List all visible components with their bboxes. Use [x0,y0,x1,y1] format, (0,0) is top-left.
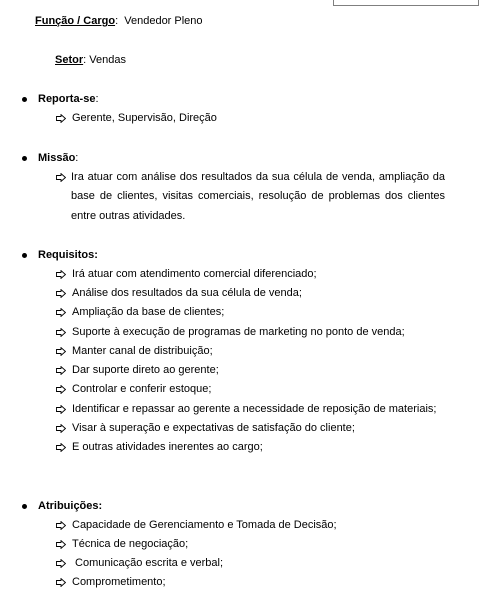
requisito-item: Controlar e conferir estoque; [72,383,212,395]
reporta-heading [38,92,99,106]
funcao-sep: : [115,15,119,27]
missao-title: Missão [38,152,76,164]
requisito-item: Irá atuar com atendimento comercial diferenciado; [72,268,317,280]
atribuicoes-title: Atribuições: [38,500,103,512]
arrow-right-icon [56,114,66,123]
arrow-right-icon [56,347,66,356]
reporta-title: Reporta-se [38,93,96,105]
missao-line: Ira atuar com análise dos resultados da sua célula de venda, ampliação da [71,171,445,183]
arrow-right-icon [56,540,66,549]
setor-label: Setor [55,54,84,66]
requisito-item: Suporte à execução de programas de marketing no ponto de venda; [72,326,405,338]
missao-sep: : [75,152,79,164]
bullet-icon [22,253,27,258]
arrow-right-icon [56,173,66,182]
requisito-item: Manter canal de distribuição; [72,345,213,357]
arrow-right-icon [56,385,66,394]
setor-line [55,53,126,67]
requisito-item: E outras atividades inerentes ao cargo; [72,441,263,453]
requisitos-heading [38,248,98,262]
funcao-value: Vendedor Pleno [124,15,203,27]
arrow-right-icon [56,328,66,337]
arrow-right-icon [56,424,66,433]
arrow-right-icon [56,289,66,298]
bullet-icon [22,504,27,509]
requisito-item: Ampliação da base de clientes; [72,306,225,318]
reporta-item: Gerente, Supervisão, Direção [72,112,217,124]
setor-value: Vendas [89,54,126,66]
header-field-box [333,0,479,6]
reporta-sep: : [95,93,99,105]
atribuicao-item: Técnica de negociação; [72,538,189,550]
requisito-item: Identificar e repassar ao gerente a necessidade de reposição de materiais; [72,403,437,415]
setor-sep: : [83,54,87,66]
arrow-right-icon [56,270,66,279]
atribuicao-item: Capacidade de Gerenciamento e Tomada de Decisão; [72,519,337,531]
bullet-icon [22,156,27,161]
requisito-item: Dar suporte direto ao gerente; [72,364,219,376]
missao-heading [38,151,78,165]
arrow-right-icon [56,443,66,452]
atribuicoes-heading [38,499,102,513]
bullet-icon [22,97,27,102]
arrow-right-icon [56,308,66,317]
funcao-line [35,14,203,28]
arrow-right-icon [56,559,66,568]
atribuicao-item: Comprometimento; [72,576,166,588]
missao-line: entre outras atividades. [71,210,186,222]
arrow-right-icon [56,578,66,587]
arrow-right-icon [56,405,66,414]
missao-line: base de clientes, visitas comerciais, resolução de problemas dos clientes [71,190,445,202]
requisito-item: Análise dos resultados da sua célula de venda; [72,287,302,299]
atribuicao-item: Comunicação escrita e verbal; [72,557,224,569]
funcao-label: Função / Cargo [35,15,116,27]
arrow-right-icon [56,366,66,375]
requisito-item: Visar à superação e expectativas de satisfação do cliente; [72,422,355,434]
requisitos-title: Requisitos: [38,249,98,261]
arrow-right-icon [56,521,66,530]
